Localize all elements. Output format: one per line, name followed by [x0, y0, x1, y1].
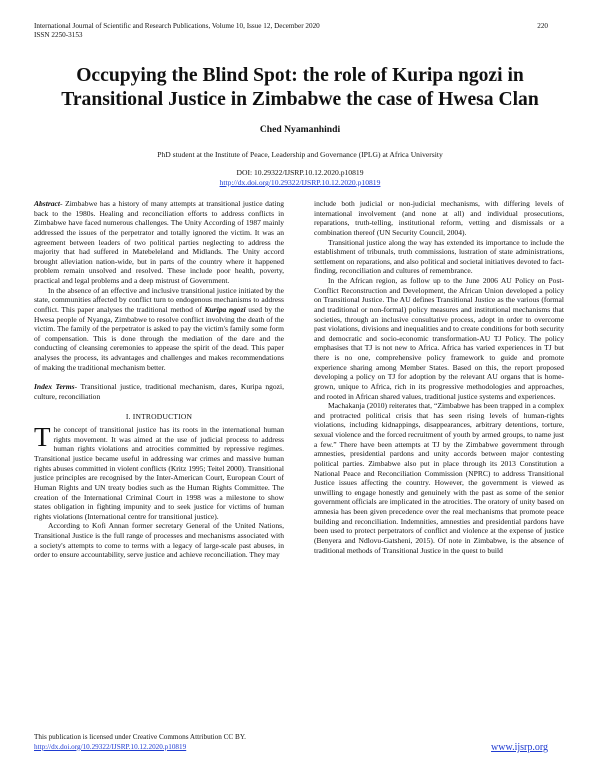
title-line-2: Transitional Justice in Zimbabwe the case of Hwesa Clan — [61, 89, 539, 110]
running-header — [34, 22, 320, 41]
author-affiliation: PhD student at the Institute of Peace, Leadership and Governance (IPLG) at Africa University — [157, 150, 443, 159]
journal-line: International Journal of Scientific and Research Publications, Volume 10, Issue 12, December 2020 — [34, 22, 320, 30]
paper-title — [20, 64, 580, 112]
abstract-paragraph-2 — [34, 286, 284, 373]
index-terms-text: - Transitional justice, traditional mechanism, dares, Kuripa ngozi, culture, reconciliation — [34, 382, 284, 401]
kuripa-ngozi-term: Kuripa ngozi — [204, 304, 246, 314]
right-column — [314, 199, 564, 555]
title-line-1: Occupying the Blind Spot: the role of Kuripa ngozi in — [76, 65, 524, 86]
left-column — [34, 199, 284, 560]
abstract-text: - Zimbabwe has a history of many attempts at transitional justice dating back to the 1980s. Healing and reconciliation efforts to address conflicts in Zimbabwe have faced numerous challenges. The Unity According of 1987 mainly addressed the issues of the perpetrator and totally ignored the victim. It was an agreement between leaders of two political parties neglecting to address the majority that had suffered in Matebeleland and Midlands. The Unity accord brought alleviation nation-wide, but in parts of the country where it happened problem remain unsolved and resolved. These include poor health, poverty, practical and legal problems and a deep mistrust of Government. — [34, 199, 284, 285]
intro-text-1: he concept of transitional justice has its roots in the international human rights movement. It was aimed at the use of judicial process to address human rights violations and atrocities committed by repressive regimes. Transitional justice became useful in addressing war crimes and massive human rights abuses committed in violent conflicts (Kritz 1995; Teitel 2000). Transitional justice principles are recognised by the Inter-American Court, European Court of Human Rights and UN treaty bodies such as the Human Rights Committee. The creation of the International Criminal Court in 1998 was a milestone to show states obligation in fighting impunity and to seek justice for victims of human rights violations (International centre for transitional justice). — [34, 425, 284, 521]
footer-doi-link[interactable]: http://dx.doi.org/10.29322/IJSRP.10.12.2020.p10819 — [34, 742, 187, 751]
page-number: 220 — [537, 22, 548, 30]
right-paragraph-2: Transitional justice along the way has extended its importance to include the establishment of tribunals, truth commissions, lustration of state administrations, settlement on reparations, and also political and societal initiatives devoted to fact-finding, reconciliation and cultures of remembrance. — [314, 237, 564, 276]
abstract-label: Abstract — [34, 199, 60, 208]
intro-paragraph-1 — [34, 422, 284, 521]
abstract-text-2a: In the absence of an effective and inclusive transitional justice initiated by the state, communities affected by conflict turn to endogenous mechanisms to address conflict. This paper analyses the traditional method of — [34, 285, 284, 314]
index-terms-label: Index Terms — [34, 382, 75, 392]
right-paragraph-3: In the African region, as follow up to the June 2006 AU Policy on Post-Conflict Reconstruction and Development, the African Union developed a policy on Transitional Justice. The AU defines Transitional Justice as the various (formal and traditional or non-formal) policy measures and institutional mechanisms that societies, through an inclusive consultative process, adopt in order to overcome past violations, divisions and inequalities and to create conditions for both security and democratic and socio-economic transformation-AU TJ Policy. The policy emphasises that TJ is not new to Africa. Africa has varied experiences in TJ but there is no one, comprehensive policy framework to guide and promote experience sharing among Member States. Based on this, the report proposed developing a policy on TJ for adoption by the relevant AU organs that is home-grown, unique to Africa, rich in its progressive methodologies and approaches, and rooted in African shared values, traditional justice systems and experiences. — [314, 276, 564, 401]
issn: ISSN 2250-3153 — [34, 31, 83, 40]
section-heading-introduction: I. INTRODUCTION — [125, 411, 193, 421]
page-footer — [34, 733, 246, 752]
footer-site — [491, 742, 548, 753]
site-link[interactable]: www.ijsrp.org — [491, 742, 548, 753]
author-name: Ched Nyamanhindi — [259, 124, 341, 135]
doi-text: DOI: 10.29322/IJSRP.10.12.2020.p10819 — [236, 168, 364, 177]
drop-cap: T — [34, 422, 51, 453]
abstract-paragraph — [34, 199, 284, 286]
right-paragraph-4: Machakanja (2010) reiterates that, “Zimbabwe has been trapped in a complex and protracted political crisis that has seen rising levels of human-rights violations, including kidnappings, disappearances, arbitrary detentions, torture, sexual violence and the forced recruitment of youth by armed groups, to name just a few.” There have been attempts at TJ by the Zimbabwe government through amnesties, presidential pardons and unity accords between major contesting political parties. Zimbabwe also put in place through its 2013 Constitution a National Peace and Reconciliation Commission (NPRC) to address Transitional Justice issues affecting the country. However, the government is viewed as unwilling to engage honestly and genuinely with the past as some of the senior government officials are implicated in the atrocities. The oratory of unity based on amnesia has been given precedence over the real mechanisms that promote peace building and reconciliation. Indemnities, amnesties and presidential pardons have been used to protect perpetrators of conflict and violence at the expense of justice (Benyera and Ndlovu-Gatsheni, 2015). Of note in Zimbabwe, is the absence of traditional methods of Transitional Justice in the quest to build — [314, 401, 564, 555]
abstract-text-2b: used by the Hwesa people of Nyanga, Zimbabwe to resolve conflict involving the death of the victim. The family of the perpetrator is asked to pay the victim's family some form of compensation. This is done through the mediation of the dare and the conducting of cleansing ceremonies to appease the spirit of the dead. This paper analyses the process, its advantages and challenges and makes recommendations of making the traditional mechanism better. — [34, 304, 284, 372]
doi-block — [0, 168, 600, 188]
index-terms — [34, 382, 284, 401]
right-paragraph-1: include both judicial or non-judicial mechanisms, with differing levels of international involvement (and none at all) and individual prosecutions, reparations, truth-telling, institutional reform, vetting and dismissals or a combination thereof (UN Security Council, 2004). — [314, 199, 564, 237]
intro-paragraph-2: According to Kofi Annan former secretary General of the United Nations, Transitional Justice is the full range of processes and mechanisms associated with a society's attempts to come to terms with a legacy of large-scale past abuses, in order to ensure accountability, serve justice and achieve reconciliation. They may — [34, 521, 284, 560]
license-note: This publication is licensed under Creative Commons Attribution CC BY. — [34, 733, 246, 741]
doi-link[interactable]: http://dx.doi.org/10.29322/IJSRP.10.12.2020.p10819 — [219, 178, 381, 187]
